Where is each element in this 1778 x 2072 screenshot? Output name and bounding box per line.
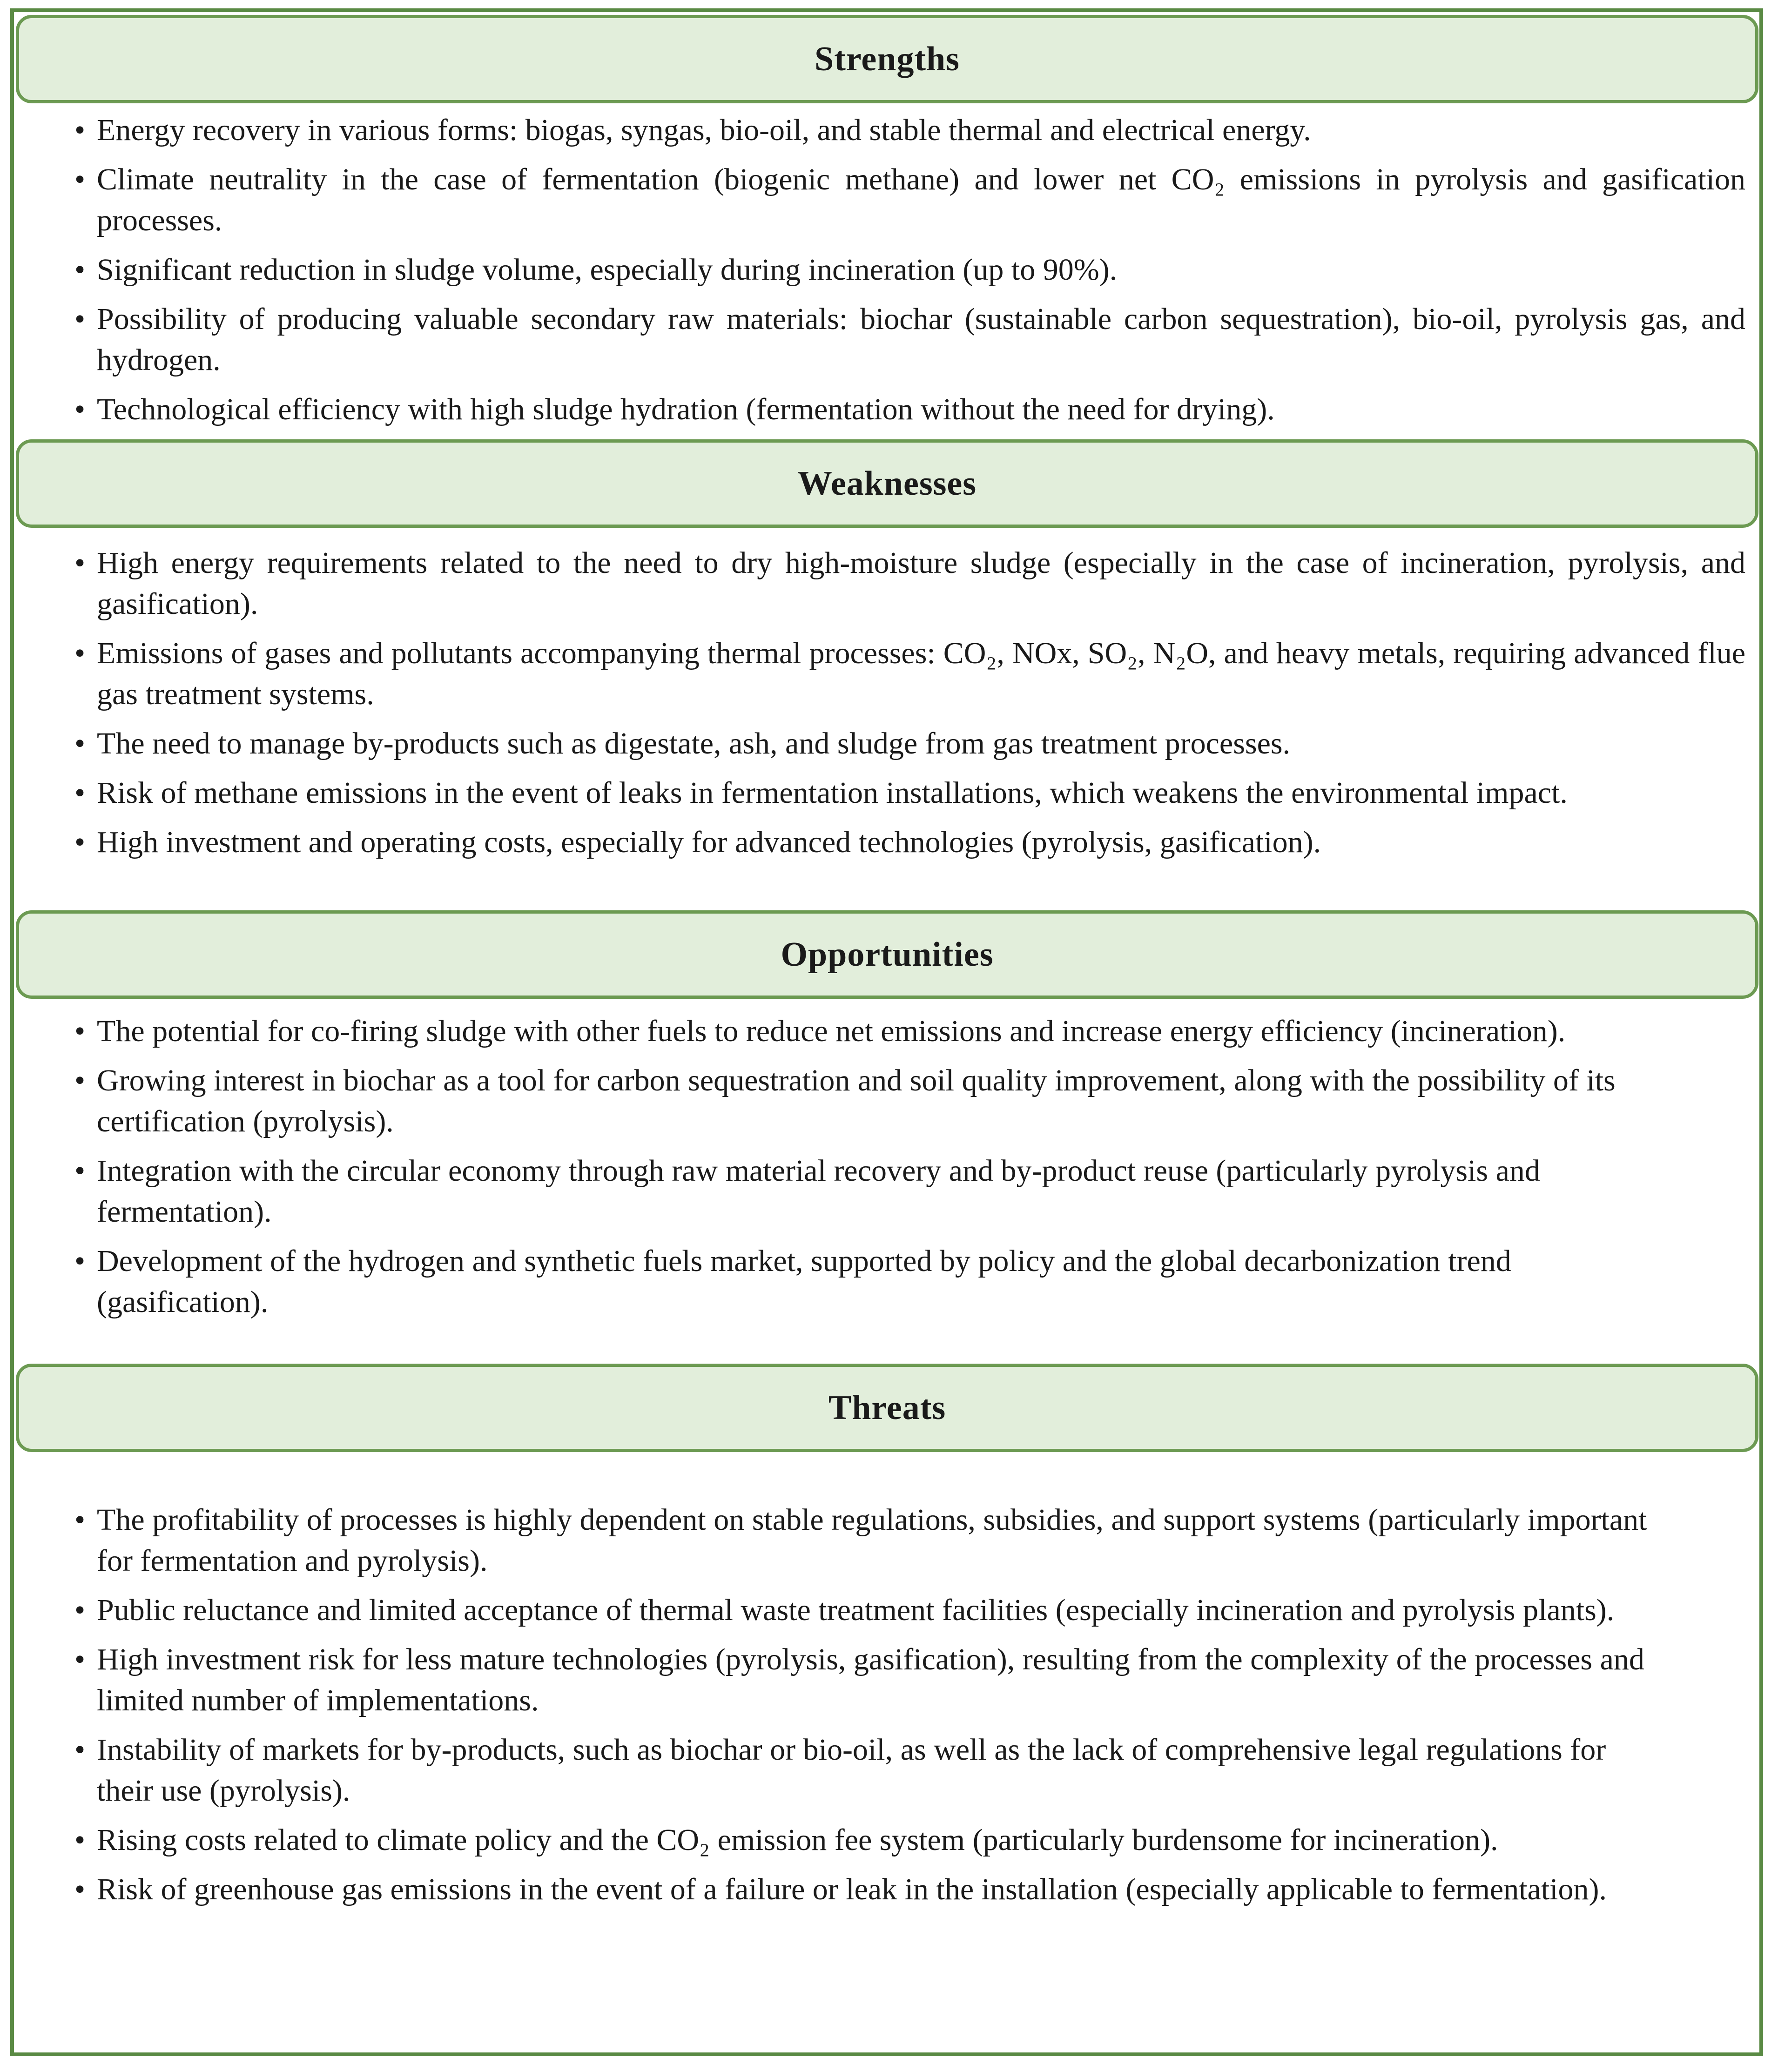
list-item: • Technological efficiency with high sludge hydration (fermentation without the need for drying). — [74, 389, 1745, 430]
bullet-icon: • — [74, 825, 86, 859]
list-item: • Development of the hydrogen and synthetic fuels market, supported by policy and the global decarbonization trend (gasification). — [74, 1241, 1666, 1323]
bullet-icon: • — [74, 727, 86, 760]
opportunities-header — [16, 910, 1758, 999]
bullet-icon: • — [74, 1503, 86, 1537]
list-item: • High energy requirements related to the need to dry high-moisture sludge (especially in the case of incineration, pyrolysis, and gasification). — [74, 543, 1745, 625]
list-item: • Integration with the circular economy through raw material recovery and by-product reuse (particularly pyrolysis and fermentation). — [74, 1150, 1666, 1232]
bullet-icon: • — [74, 546, 86, 580]
list-item: • Emissions of gases and pollutants accompanying thermal processes: CO₂, NOx, SO₂, N₂O, and heavy metals, requiring advanced flue gas treatment systems. — [74, 633, 1745, 715]
list-item: • Climate neutrality in the case of fermentation (biogenic methane) and lower net CO₂ emissions in pyrolysis and gasification processes. — [74, 159, 1745, 241]
bullet-icon: • — [74, 1154, 86, 1188]
bullet-icon: • — [74, 1593, 86, 1627]
strengths-title: Strengths — [815, 40, 960, 78]
list-item: • Risk of methane emissions in the event of leaks in fermentation installations, which weakens the environmental impact. — [74, 773, 1745, 814]
bullet-icon: • — [74, 302, 86, 336]
list-item: • High investment and operating costs, especially for advanced technologies (pyrolysis, gasification). — [74, 822, 1745, 863]
bullet-icon: • — [74, 1823, 86, 1857]
threats-header — [16, 1364, 1758, 1452]
list-item: • Energy recovery in various forms: biogas, syngas, bio-oil, and stable thermal and electrical energy. — [74, 110, 1745, 151]
list-item: • Growing interest in biochar as a tool for carbon sequestration and soil quality improvement, along with the possibility of its certification (pyrolysis). — [74, 1060, 1666, 1142]
swot-table — [10, 8, 1763, 2056]
list-item: • Risk of greenhouse gas emissions in the event of a failure or leak in the installation (especially applicable to fermentation). — [74, 1869, 1666, 1910]
list-item: • Instability of markets for by-products, such as biochar or bio-oil, as well as the lack of comprehensive legal regulations for their use (pyrolysis). — [74, 1729, 1666, 1811]
bullet-icon: • — [74, 1244, 86, 1278]
bullet-icon: • — [74, 113, 86, 147]
list-item: • Possibility of producing valuable secondary raw materials: biochar (sustainable carbon sequestration), bio-oil, pyrolysis gas, and hydrogen. — [74, 299, 1745, 381]
opportunities-list — [74, 1011, 1666, 1331]
bullet-icon: • — [74, 776, 86, 810]
bullet-icon: • — [74, 636, 86, 670]
list-item: • The profitability of processes is highly dependent on stable regulations, subsidies, and support systems (particularly important for fermentation and pyrolysis). — [74, 1500, 1666, 1581]
bullet-icon: • — [74, 1014, 86, 1048]
list-item: • The potential for co-firing sludge with other fuels to reduce net emissions and increase energy efficiency (incineration). — [74, 1011, 1666, 1052]
bullet-icon: • — [74, 162, 86, 196]
bullet-icon: • — [74, 253, 86, 287]
opportunities-title: Opportunities — [781, 935, 994, 974]
threats-title: Threats — [828, 1388, 946, 1427]
list-item: • Significant reduction in sludge volume, especially during incineration (up to 90%). — [74, 249, 1745, 290]
strengths-list — [74, 110, 1745, 438]
bullet-icon: • — [74, 1872, 86, 1906]
bullet-icon: • — [74, 392, 86, 426]
list-item: • High investment risk for less mature technologies (pyrolysis, gasification), resulting from the complexity of the processes and limited number of implementations. — [74, 1639, 1666, 1721]
list-item: • Rising costs related to climate policy and the CO₂ emission fee system (particularly burdensome for incineration). — [74, 1820, 1666, 1861]
weaknesses-title: Weaknesses — [797, 464, 977, 503]
weaknesses-list — [74, 543, 1745, 871]
bullet-icon: • — [74, 1733, 86, 1767]
threats-list — [74, 1500, 1666, 1918]
bullet-icon: • — [74, 1063, 86, 1097]
list-item: • Public reluctance and limited acceptance of thermal waste treatment facilities (especially incineration and pyrolysis plants). — [74, 1590, 1666, 1631]
weaknesses-header — [16, 439, 1758, 528]
list-item: • The need to manage by-products such as digestate, ash, and sludge from gas treatment processes. — [74, 723, 1745, 764]
strengths-header — [16, 15, 1758, 103]
bullet-icon: • — [74, 1642, 86, 1676]
